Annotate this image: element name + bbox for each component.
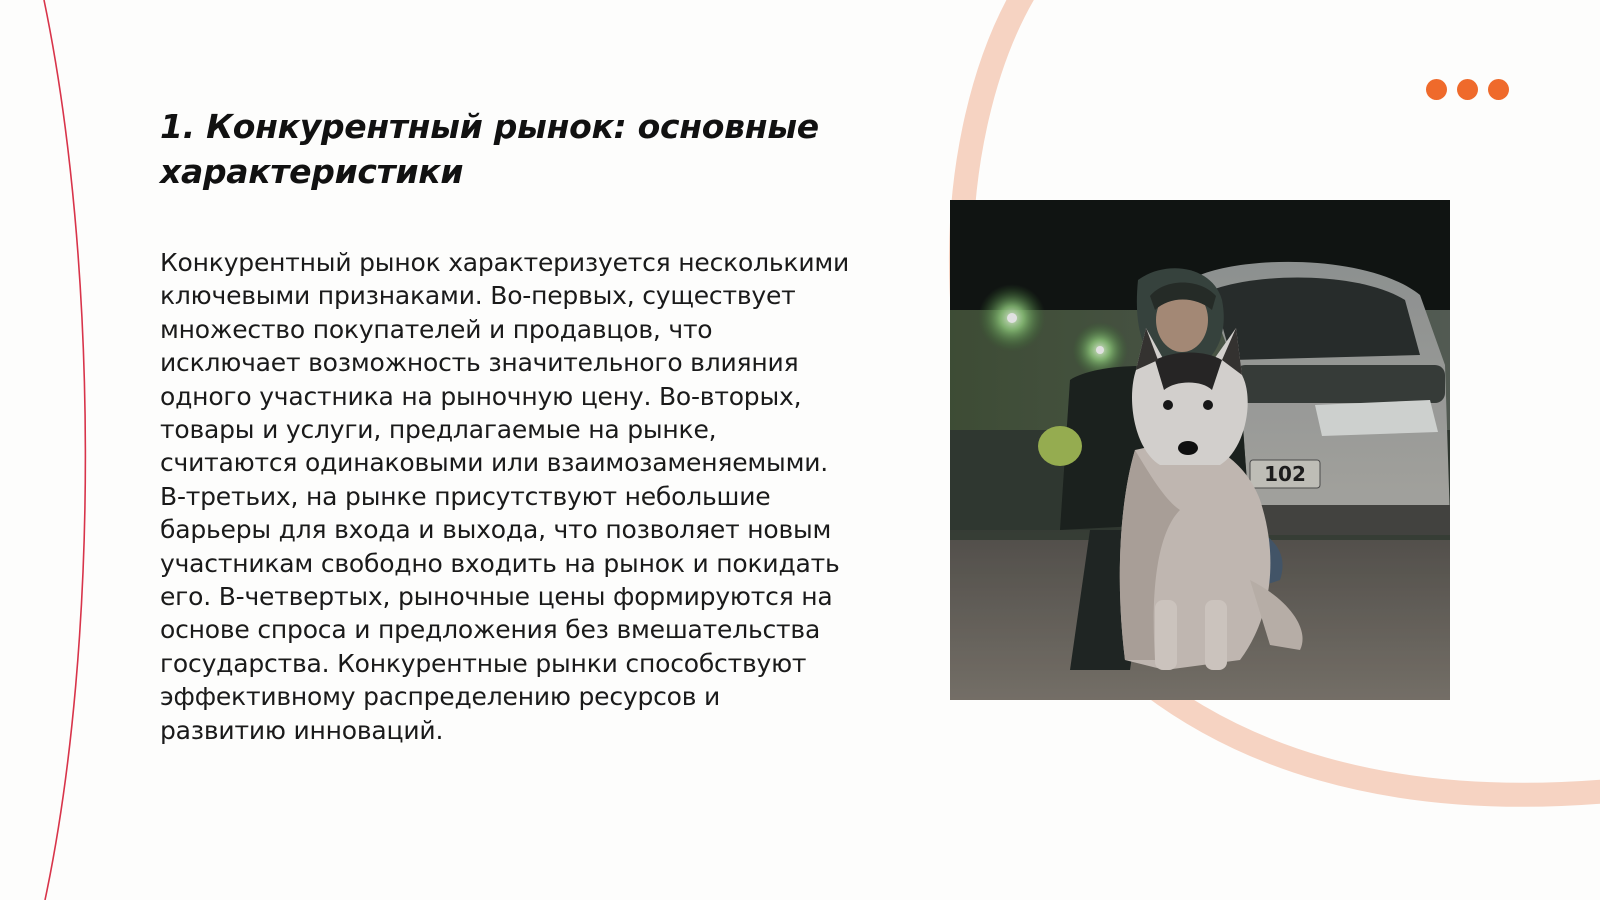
photo-illustration — [950, 200, 1450, 700]
decorative-dot — [1426, 79, 1447, 100]
slide-title: 1. Конкурентный рынок: основные характеристики — [160, 107, 819, 191]
license-plate-text: 102 — [1264, 462, 1306, 486]
left-accent-line — [44, 0, 85, 900]
slide-body-text: Конкурентный рынок характеризуется несколькими ключевыми признаками. Во-первых, существует множество покупателей и продавцов, что исключает возможность значительного влияния одного участника на рыночную цену. Во-вторых, товары и услуги, предлагаемые на рынке, считаются одинаковыми или взаимозаменяемыми. В-третьих, на рынке присутствуют небольшие барьеры для входа и выхода, что позволяет новым участникам свободно входить на рынок и покидать его. В-четвертых, рыночные цены формируются на основе спроса и предложения без вмешательства государства. Конкурентные рынки способствуют эффективному распределению ресурсов и развитию инноваций. — [160, 248, 850, 745]
photo-man-with-husky — [950, 200, 1450, 700]
decorative-dot — [1457, 79, 1478, 100]
decorative-dot — [1488, 79, 1509, 100]
decorative-dots — [1426, 79, 1512, 101]
